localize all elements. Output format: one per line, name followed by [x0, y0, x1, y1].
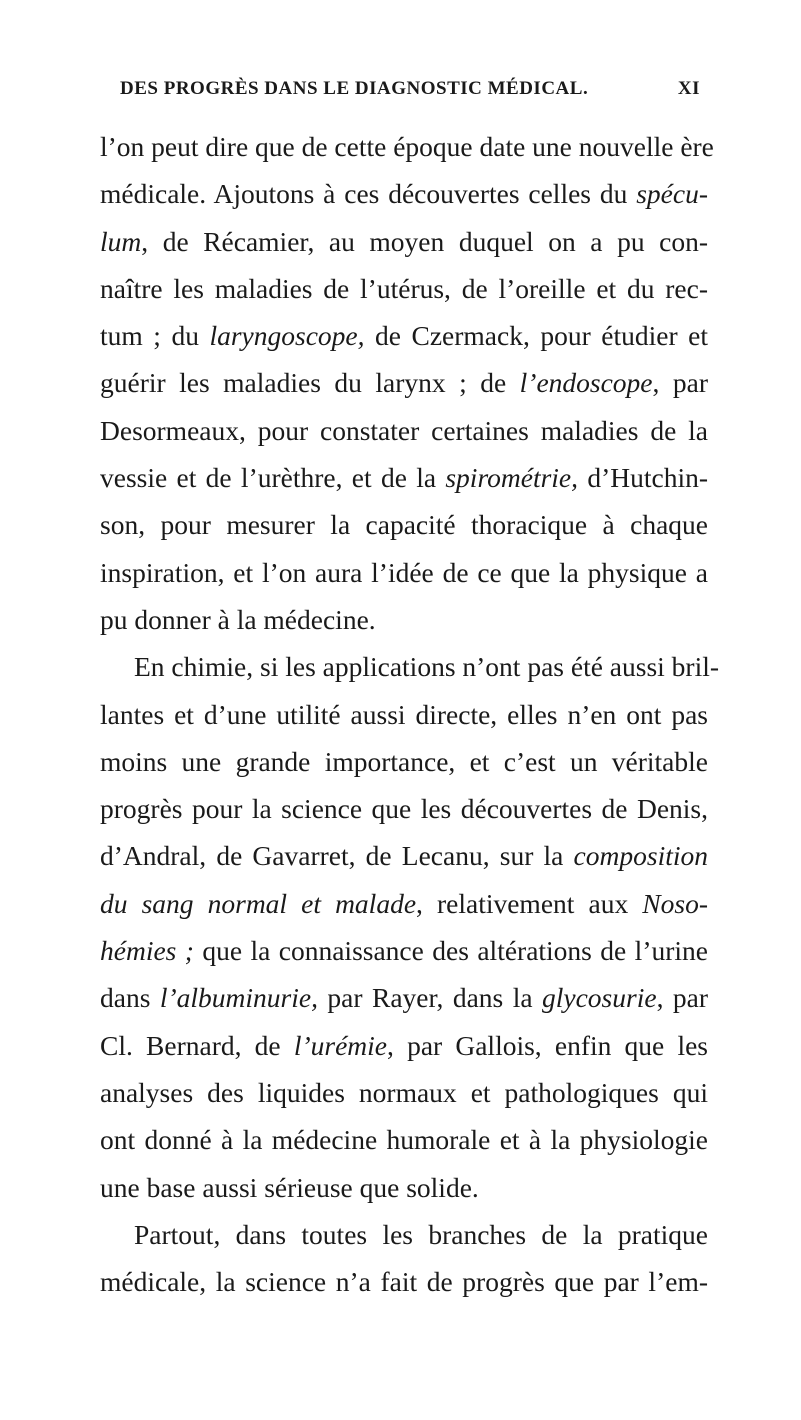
italic-term: l’urémie: [293, 1029, 387, 1061]
text-segment: En chimie, si les applications n’ont pas été aussi bril-: [134, 651, 720, 683]
italic-term: l’endoscope: [519, 367, 653, 399]
text-segment: analyses des liquides normaux et pathologiques qui: [100, 1076, 708, 1108]
text-segment: , relativement aux: [416, 887, 643, 919]
text-segment: Partout, dans toutes les branches de la pratique: [134, 1218, 708, 1250]
text-segment: vessie et de l’urèthre, et de la: [100, 462, 446, 494]
text-segment: lantes et d’une utilité aussi directe, elles n’en ont pas: [100, 698, 708, 730]
text-segment: dans: [100, 982, 160, 1014]
body-text: [100, 123, 720, 1305]
running-title: DES PROGRÈS DANS LE DIAGNOSTIC MÉDICAL.: [120, 78, 589, 99]
italic-term: Noso-: [642, 887, 708, 919]
text-line: [100, 501, 708, 548]
text-segment: médicale. Ajoutons à ces découvertes celles du: [100, 178, 637, 210]
text-line: [100, 880, 708, 927]
text-line: [100, 549, 708, 596]
text-line: [100, 265, 708, 312]
running-header: [120, 78, 700, 100]
text-line: [100, 643, 720, 690]
text-line: [100, 170, 708, 217]
text-line: [100, 1211, 708, 1258]
text-line: [100, 738, 708, 785]
text-segment: pu donner à la médecine.: [100, 603, 376, 635]
text-segment: d’Hutchin-: [578, 462, 708, 494]
text-segment: inspiration, et l’on aura l’idée de ce que la physique a: [100, 556, 708, 588]
text-line: [100, 974, 708, 1021]
text-line: [100, 123, 714, 170]
text-segment: par Rayer, dans la: [317, 982, 542, 1014]
italic-term: composition: [573, 840, 708, 872]
text-line: [100, 785, 708, 832]
text-line: [100, 454, 708, 501]
italic-term: lum: [100, 225, 142, 257]
text-segment: de Czermack, pour étudier et: [364, 320, 708, 352]
text-segment: une base aussi sérieuse que solide.: [100, 1171, 479, 1203]
text-line: [100, 359, 708, 406]
text-line: [100, 1258, 708, 1305]
text-segment: d’Andral, de Gavarret, de Lecanu, sur la: [100, 840, 574, 872]
text-segment: , par: [656, 982, 708, 1014]
text-segment: ont donné à la médecine humorale et à la physiologie: [100, 1124, 708, 1156]
text-segment: moins une grande importance, et c’est un véritable: [100, 745, 708, 777]
italic-term: du sang normal et malade: [100, 887, 417, 919]
italic-term: glycosurie: [542, 982, 657, 1014]
text-segment: médicale, la science n’a fait de progrès que par l’em-: [100, 1266, 708, 1298]
text-segment: , de Récamier, au moyen duquel on a pu con-: [141, 225, 708, 257]
italic-term: hémies ;: [100, 935, 194, 967]
text-segment: que la connaissance des altérations de l’urine: [193, 935, 708, 967]
text-line: [100, 1069, 708, 1116]
text-line: [100, 1164, 708, 1211]
italic-term: laryngoscope,: [209, 320, 365, 352]
text-segment: l’on peut dire que de cette époque date une nouvelle ère: [100, 131, 714, 162]
text-segment: , par Gallois, enfin que les: [387, 1029, 708, 1061]
text-line: [100, 218, 708, 265]
text-segment: progrès pour la science que les découvertes de Denis,: [100, 793, 708, 825]
text-segment: Desormeaux, pour constater certaines maladies de la: [100, 414, 708, 446]
page-number: XI: [677, 78, 700, 99]
text-line: [100, 1116, 708, 1163]
text-line: [100, 691, 708, 738]
text-segment: Cl. Bernard, de: [100, 1029, 294, 1061]
text-line: [100, 1022, 708, 1069]
text-segment: naître les maladies de l’utérus, de l’oreille et du rec-: [100, 272, 708, 304]
italic-term: spécu-: [636, 178, 708, 210]
text-line: [100, 832, 708, 879]
text-line: [100, 927, 708, 974]
text-line: [100, 407, 708, 454]
text-segment: guérir les maladies du larynx ; de: [100, 367, 520, 399]
italic-term: spirométrie,: [445, 462, 579, 494]
italic-term: l’albuminurie,: [159, 982, 318, 1014]
text-segment: , par: [652, 367, 708, 399]
text-segment: tum ; du: [100, 320, 210, 352]
text-segment: son, pour mesurer la capacité thoracique à chaque: [100, 509, 708, 541]
text-line: [100, 312, 708, 359]
text-line: [100, 596, 708, 643]
